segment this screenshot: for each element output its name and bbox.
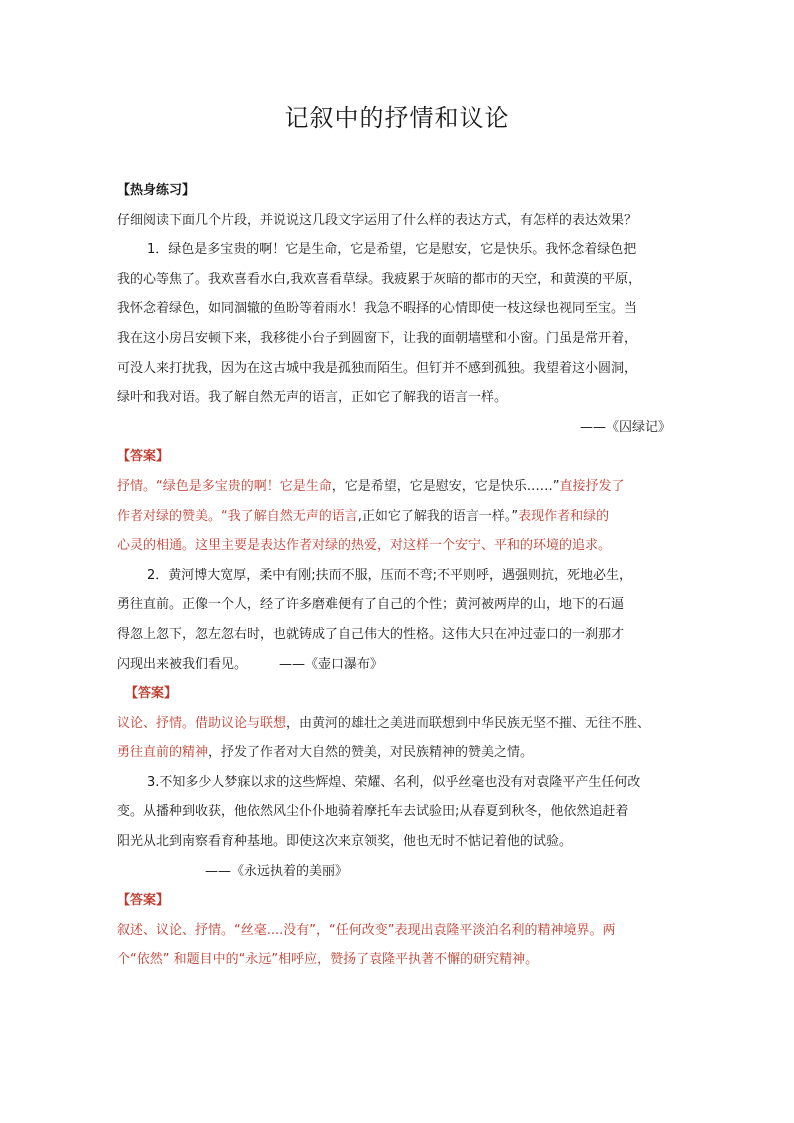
answer1-text: ，它是希望，它是慰安，它是快乐……” [331, 478, 560, 494]
passage1-line: 可没人来打扰我，因为在这古城中我是孤独而陌生。但钉并不感到孤独。我望着这小圆洞， [117, 360, 638, 376]
answer-label: 【答案】 [117, 449, 170, 465]
answer1-text: 表现作者和绿的 [518, 508, 610, 524]
passage1-line: 1．绿色是多宝贵的啊！它是生命，它是希望，它是慰安，它是快乐。我怀念着绿色把 [147, 242, 637, 258]
answer3-text: 和题目中的“永远”相呼应，赞扬了袁隆平执著不懈的研究精神。 [173, 952, 539, 968]
answer1-line [117, 472, 677, 502]
passage1-source: ——《囚绿记》 [579, 419, 671, 435]
answer1-text: ,正如它了解我的语言一样。” [357, 508, 519, 524]
document-body [117, 176, 677, 975]
answer2-text: ，由黄河的雄壮之美进而联想到中华民族无坚不摧、无往不胜、 [286, 715, 651, 731]
answer2-line [117, 709, 677, 739]
passage2-source: ——《壶口瀑布》 [279, 656, 384, 672]
passage2-line: 2．黄河博大宽厚，柔中有刚;扶而不服，压而不弯;不平则呼，遇强则抗，死地必生， [147, 567, 633, 583]
answer3-text: 叙述、议论、抒情。 [117, 922, 235, 938]
passage3-line: 3.不知多少人梦寐以求的这些辉煌、荣耀、名利，似乎丝毫也没有对袁隆平产生任何改 [147, 774, 641, 790]
answer2-text: 议论、抒情。借助议论与联想 [117, 715, 287, 731]
answer2-text: ，抒发了作者对大自然的赞美，对民族精神的赞美之情。 [208, 745, 534, 761]
passage2-line: 得忽上忽下，忽左忽右时，也就铸成了自己伟大的性格。这伟大只在冲过壶口的一刹那才 [117, 626, 625, 642]
answer3-line [117, 916, 677, 946]
passage3-line: 阳光从北到南察看育种基地。即使这次来京领奖，他也无时不惦记着他的试验。 [117, 834, 573, 850]
answer3-line [117, 945, 677, 975]
instruction-text: 仔细阅读下面几个片段，并说说这几段文字运用了什么样的表达方式，有怎样的表达效果？ [117, 212, 638, 228]
passage2-text: 闪现出来被我们看见。 [117, 656, 248, 672]
passage2-line [117, 650, 677, 680]
passage2-line: 勇往直前。正像一个人，经了许多磨难便有了自己的个性；黄河被两岸的山，地下的石逼 [117, 597, 625, 613]
passage3-source: ——《永远执着的美丽》 [205, 863, 349, 879]
passage1-line: 我怀念着绿色，如同涸辙的鱼盼等着雨水！我急不暇择的心情即使一枝这绿也视同至宝。当 [117, 301, 638, 317]
answer-label: 【答案】 [125, 686, 178, 702]
answer1-line: 心灵的相通。这里主要是表达作者对绿的热爱，对这样一个安宁、平和的环境的追求。 [117, 538, 612, 554]
answer-label: 【答案】 [117, 893, 170, 909]
answer3-text: “任何改变” [329, 922, 395, 938]
page-title: 记叙中的抒情和议论 [284, 104, 510, 132]
answer3-text: 表现出袁隆平淡泊名利的精神境界。两 [394, 922, 616, 938]
answer1-line [117, 502, 677, 532]
warmup-label: 【热身练习】 [117, 183, 196, 198]
answer1-text: 作者对绿的赞美。“我了解自然无声的语言 [117, 508, 358, 524]
answer3-text: ， [316, 922, 330, 938]
answer1-text: 抒情。“绿色是多宝贵的啊！它是生命 [117, 478, 332, 494]
answer2-line [117, 738, 677, 768]
passage1-line: 我的心等焦了。我欢喜看水白,我欢喜看草绿。我疲累于灰暗的都市的天空，和黄漠的平原， [117, 271, 642, 287]
passage1-line: 绿叶和我对语。我了解自然无声的语言，正如它了解我的语言一样。 [117, 390, 508, 406]
answer3-text: 个“依然” [117, 952, 174, 968]
passage1-line: 我在这小房吕安顿下来，我移徙小台子到圆窗下，让我的面朝墙壁和小窗。门虽是常开着， [117, 330, 638, 346]
passage3-line: 变。从播种到收获，他依然风尘仆仆地骑着摩托车去试验田;从春夏到秋冬，他依然追赶着 [117, 804, 629, 820]
answer1-text: 直接抒发了 [559, 478, 625, 494]
answer2-text: 勇往直前的精神 [117, 745, 209, 761]
answer3-text: “丝毫....没有” [234, 922, 317, 938]
